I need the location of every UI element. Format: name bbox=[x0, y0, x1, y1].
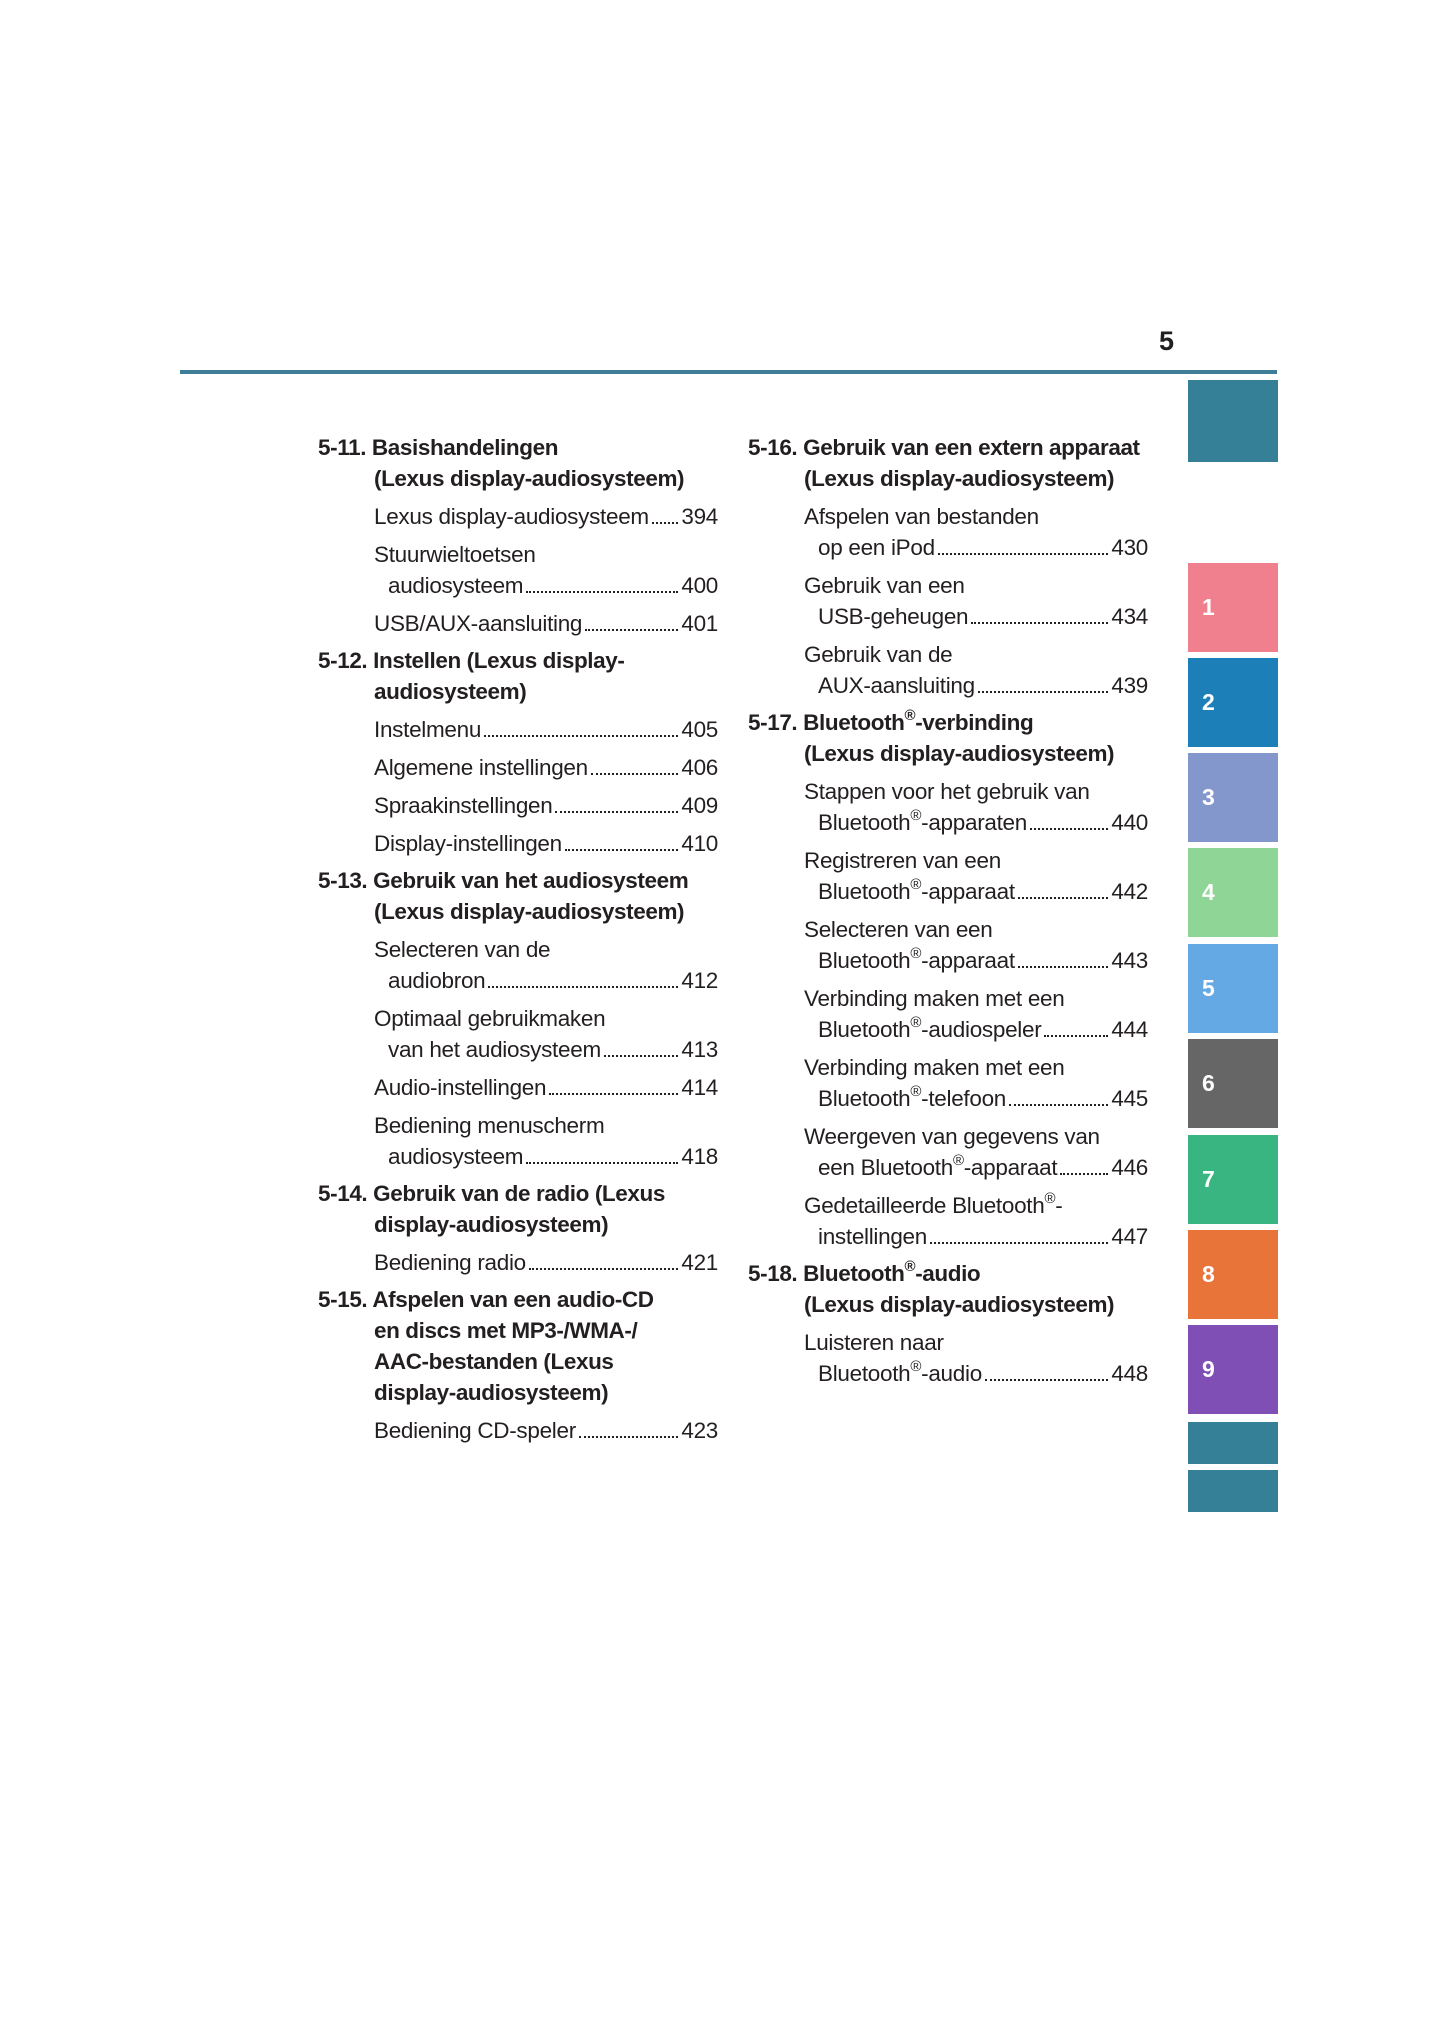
chapter-tab-5[interactable] bbox=[1188, 944, 1278, 1033]
section-heading bbox=[304, 645, 718, 707]
dot-leader bbox=[978, 691, 1109, 693]
entry-text-suffix: -audio bbox=[921, 1361, 982, 1386]
chapter-tab-blank[interactable] bbox=[1188, 380, 1278, 462]
dot-leader bbox=[985, 1379, 1108, 1381]
entry-text: Bluetooth bbox=[818, 948, 911, 973]
dot-leader bbox=[591, 773, 679, 775]
entry-text: Afspelen van bestanden bbox=[804, 504, 1039, 529]
page-ref: 406 bbox=[681, 755, 718, 780]
toc-entry[interactable] bbox=[374, 1072, 718, 1103]
chapter-tab-label: 9 bbox=[1202, 1356, 1215, 1382]
section-number: 5-12. bbox=[318, 648, 368, 673]
entry-line2 bbox=[374, 965, 718, 996]
entry-text-suffix: - bbox=[1055, 1193, 1063, 1218]
entry-text: Luisteren naar bbox=[804, 1330, 944, 1355]
entry-title bbox=[374, 790, 552, 821]
page-ref: 443 bbox=[1111, 948, 1148, 973]
chapter-tab-blank[interactable] bbox=[1188, 1470, 1278, 1512]
toc-section bbox=[318, 865, 718, 1172]
entry-text: Bluetooth bbox=[818, 1017, 911, 1042]
entry-line2 bbox=[374, 1415, 718, 1446]
entry-title bbox=[818, 1014, 1041, 1045]
page-ref: 421 bbox=[681, 1250, 718, 1275]
section-title: Instellen (Lexus display- bbox=[373, 648, 625, 673]
entry-title bbox=[818, 1221, 927, 1252]
chapter-tab-label: 1 bbox=[1202, 594, 1215, 620]
entry-text: Bluetooth bbox=[818, 1361, 911, 1386]
entry-line2 bbox=[804, 807, 1148, 838]
section-subtitle: AAC-bestanden (Lexus bbox=[374, 1349, 614, 1374]
entry-title bbox=[818, 1083, 1006, 1114]
chapter-tab-blank[interactable] bbox=[1188, 1422, 1278, 1464]
registered-mark: ® bbox=[904, 706, 916, 724]
section-title-suffix: -verbinding bbox=[915, 710, 1034, 735]
dot-leader bbox=[579, 1436, 678, 1438]
entry-text: Selecteren van de bbox=[374, 937, 551, 962]
page-number: 5 bbox=[1158, 326, 1174, 356]
entry-title bbox=[374, 1072, 546, 1103]
section-subtitle: en discs met MP3-/WMA-/ bbox=[374, 1318, 638, 1343]
section-subtitle: (Lexus display-audiosysteem) bbox=[804, 741, 1115, 766]
dot-leader bbox=[484, 735, 678, 737]
entry-text: Bediening menuscherm bbox=[374, 1113, 605, 1138]
toc-entry[interactable] bbox=[804, 1121, 1148, 1183]
dot-leader bbox=[1018, 897, 1109, 899]
toc-section bbox=[748, 1258, 1148, 1389]
page-ref: 418 bbox=[681, 1144, 718, 1169]
section-heading bbox=[304, 865, 718, 927]
page-ref: 445 bbox=[1111, 1086, 1148, 1111]
entry-line2 bbox=[804, 1221, 1148, 1252]
toc-entry[interactable] bbox=[374, 608, 718, 639]
entry-title bbox=[374, 714, 481, 745]
section-heading bbox=[304, 1178, 718, 1240]
dot-leader bbox=[488, 986, 678, 988]
dot-leader bbox=[604, 1055, 678, 1057]
entry-title bbox=[388, 1141, 523, 1172]
chapter-tab-8[interactable] bbox=[1188, 1230, 1278, 1319]
entry-title bbox=[374, 1415, 576, 1446]
registered-mark: ® bbox=[910, 875, 922, 893]
section-subtitle: audiosysteem) bbox=[374, 679, 527, 704]
entry-line2 bbox=[804, 1014, 1148, 1045]
entry-line1 bbox=[374, 1003, 718, 1034]
toc-entry[interactable] bbox=[374, 501, 718, 532]
entry-line2 bbox=[804, 876, 1148, 907]
toc-entry[interactable] bbox=[804, 1327, 1148, 1389]
entry-text-suffix: -telefoon bbox=[921, 1086, 1007, 1111]
entry-text: Bluetooth bbox=[818, 810, 911, 835]
registered-mark: ® bbox=[952, 1151, 964, 1169]
page-ref: 423 bbox=[681, 1418, 718, 1443]
entry-text: Gebruik van een bbox=[804, 573, 965, 598]
chapter-tab-7[interactable] bbox=[1188, 1135, 1278, 1224]
page-ref: 405 bbox=[681, 717, 718, 742]
chapter-tab-4[interactable] bbox=[1188, 848, 1278, 937]
toc-entry[interactable] bbox=[804, 570, 1148, 632]
entry-title bbox=[818, 601, 968, 632]
entry-text: USB-geheugen bbox=[818, 604, 969, 629]
entry-title bbox=[388, 1034, 601, 1065]
registered-mark: ® bbox=[910, 806, 922, 824]
toc-entry[interactable] bbox=[374, 714, 718, 745]
entry-text: Lexus display-audiosysteem bbox=[374, 504, 649, 529]
entry-title bbox=[374, 501, 649, 532]
entry-line1 bbox=[374, 934, 718, 965]
registered-mark: ® bbox=[910, 1357, 922, 1375]
toc-section bbox=[318, 1284, 718, 1446]
toc-section bbox=[748, 432, 1148, 701]
entry-line2 bbox=[374, 501, 718, 532]
section-number: 5-11. bbox=[318, 435, 367, 460]
header-rule bbox=[180, 370, 1277, 374]
entry-title bbox=[818, 1152, 1057, 1183]
chapter-tab-label: 4 bbox=[1202, 879, 1215, 905]
dot-leader bbox=[1044, 1035, 1108, 1037]
entry-text: Verbinding maken met een bbox=[804, 986, 1065, 1011]
chapter-tab-label: 5 bbox=[1202, 975, 1215, 1001]
page-ref: 400 bbox=[681, 573, 718, 598]
section-subtitle: display-audiosysteem) bbox=[374, 1212, 609, 1237]
section-number: 5-13. bbox=[318, 868, 368, 893]
entry-text: Stappen voor het gebruik van bbox=[804, 779, 1090, 804]
registered-mark: ® bbox=[910, 1013, 922, 1031]
dot-leader bbox=[555, 811, 678, 813]
toc-entry[interactable] bbox=[374, 1003, 718, 1065]
entry-line1 bbox=[804, 1121, 1148, 1152]
toc-entry[interactable] bbox=[374, 1247, 718, 1278]
dot-leader bbox=[529, 1268, 678, 1270]
toc-column-left bbox=[318, 432, 718, 1452]
page-ref: 440 bbox=[1111, 810, 1148, 835]
toc-entry[interactable] bbox=[374, 934, 718, 996]
entry-title bbox=[374, 828, 562, 859]
toc-entry[interactable] bbox=[374, 790, 718, 821]
dot-leader bbox=[930, 1242, 1108, 1244]
entry-line2 bbox=[374, 1072, 718, 1103]
entry-line2 bbox=[804, 601, 1148, 632]
entry-text-suffix: -apparaat bbox=[921, 948, 1015, 973]
entry-line2 bbox=[804, 670, 1148, 701]
chapter-tab-label: 8 bbox=[1202, 1261, 1215, 1287]
entry-text: Spraakinstellingen bbox=[374, 793, 553, 818]
entry-line1 bbox=[804, 776, 1148, 807]
page-ref: 394 bbox=[681, 504, 718, 529]
page-ref: 430 bbox=[1111, 535, 1148, 560]
entry-line2 bbox=[374, 1034, 718, 1065]
toc-entry[interactable] bbox=[374, 1415, 718, 1446]
entry-text: Stuurwieltoetsen bbox=[374, 542, 536, 567]
toc-entry[interactable] bbox=[804, 776, 1148, 838]
toc-entry[interactable] bbox=[374, 539, 718, 601]
chapter-tab-3[interactable] bbox=[1188, 753, 1278, 842]
section-subtitle: (Lexus display-audiosysteem) bbox=[374, 899, 685, 924]
section-title: Gebruik van de radio (Lexus bbox=[373, 1181, 665, 1206]
entry-text: Weergeven van gegevens van bbox=[804, 1124, 1100, 1149]
section-title-suffix: -audio bbox=[915, 1261, 981, 1286]
entry-text: van het audiosysteem bbox=[388, 1037, 601, 1062]
entry-text: AUX-aansluiting bbox=[818, 673, 975, 698]
entry-line2 bbox=[374, 608, 718, 639]
entry-text-suffix: -apparaat bbox=[921, 879, 1015, 904]
page-ref: 414 bbox=[681, 1075, 718, 1100]
entry-line2 bbox=[804, 1358, 1148, 1389]
chapter-tab-9[interactable] bbox=[1188, 1325, 1278, 1414]
entry-text: Gebruik van de bbox=[804, 642, 953, 667]
entry-text: Selecteren van een bbox=[804, 917, 993, 942]
entry-line1 bbox=[804, 983, 1148, 1014]
entry-text: op een iPod bbox=[818, 535, 935, 560]
entry-text: audiobron bbox=[388, 968, 486, 993]
section-subtitle: (Lexus display-audiosysteem) bbox=[804, 466, 1115, 491]
toc-entry[interactable] bbox=[804, 845, 1148, 907]
section-subtitle: display-audiosysteem) bbox=[374, 1380, 609, 1405]
dot-leader bbox=[585, 629, 678, 631]
entry-line1 bbox=[804, 1052, 1148, 1083]
entry-title bbox=[374, 752, 588, 783]
entry-line1 bbox=[374, 1110, 718, 1141]
page-ref: 434 bbox=[1111, 604, 1148, 629]
toc-entry[interactable] bbox=[374, 752, 718, 783]
section-title: Bluetooth bbox=[803, 1261, 905, 1286]
toc-section bbox=[318, 1178, 718, 1278]
entry-line1 bbox=[804, 914, 1148, 945]
entry-title bbox=[388, 570, 523, 601]
entry-text: audiosysteem bbox=[388, 573, 524, 598]
entry-line2 bbox=[804, 1152, 1148, 1183]
chapter-tab-label: 6 bbox=[1202, 1070, 1215, 1096]
entry-text: een Bluetooth bbox=[818, 1155, 953, 1180]
page-ref: 444 bbox=[1111, 1017, 1148, 1042]
registered-mark: ® bbox=[904, 1257, 916, 1275]
entry-line1 bbox=[804, 845, 1148, 876]
entry-line1 bbox=[804, 639, 1148, 670]
entry-text: Audio-instellingen bbox=[374, 1075, 547, 1100]
page-ref: 410 bbox=[681, 831, 718, 856]
section-number: 5-14. bbox=[318, 1181, 368, 1206]
section-number: 5-15. bbox=[318, 1287, 368, 1312]
dot-leader bbox=[1060, 1173, 1108, 1175]
page-ref: 401 bbox=[681, 611, 718, 636]
entry-title bbox=[818, 532, 935, 563]
dot-leader bbox=[1018, 966, 1109, 968]
dot-leader bbox=[526, 591, 678, 593]
entry-line2 bbox=[804, 532, 1148, 563]
entry-line2 bbox=[374, 570, 718, 601]
entry-text: USB/AUX-aansluiting bbox=[374, 611, 583, 636]
page-ref: 448 bbox=[1111, 1361, 1148, 1386]
section-heading bbox=[304, 432, 718, 494]
toc-entry[interactable] bbox=[804, 1190, 1148, 1252]
entry-text: Verbinding maken met een bbox=[804, 1055, 1065, 1080]
entry-text: Optimaal gebruikmaken bbox=[374, 1006, 606, 1031]
entry-line1 bbox=[374, 539, 718, 570]
entry-title bbox=[818, 876, 1015, 907]
entry-text: Registreren van een bbox=[804, 848, 1001, 873]
dot-leader bbox=[565, 849, 679, 851]
page-ref: 446 bbox=[1111, 1155, 1148, 1180]
dot-leader bbox=[652, 522, 679, 524]
entry-line1 bbox=[804, 1327, 1148, 1358]
section-title: Basishandelingen bbox=[371, 435, 559, 460]
entry-text: Bluetooth bbox=[818, 879, 911, 904]
chapter-tab-label: 7 bbox=[1202, 1166, 1215, 1192]
entry-line1 bbox=[804, 1190, 1148, 1221]
section-subtitle: (Lexus display-audiosysteem) bbox=[804, 1292, 1115, 1317]
section-number: 5-17. bbox=[748, 710, 798, 735]
chapter-tab-6[interactable] bbox=[1188, 1039, 1278, 1128]
entry-line2 bbox=[374, 790, 718, 821]
entry-title bbox=[818, 945, 1015, 976]
dot-leader bbox=[938, 553, 1109, 555]
entry-title bbox=[388, 965, 485, 996]
entry-text: Gedetailleerde Bluetooth bbox=[804, 1193, 1045, 1218]
section-title: Bluetooth bbox=[803, 710, 905, 735]
page-ref: 447 bbox=[1111, 1224, 1148, 1249]
entry-text: Bluetooth bbox=[818, 1086, 911, 1111]
toc-entry[interactable] bbox=[374, 828, 718, 859]
entry-text-suffix: -audiospeler bbox=[921, 1017, 1042, 1042]
entry-text: Instelmenu bbox=[374, 717, 482, 742]
toc-entry[interactable] bbox=[804, 1052, 1148, 1114]
entry-line2 bbox=[374, 752, 718, 783]
section-title: Gebruik van een extern apparaat bbox=[803, 435, 1140, 460]
entry-line2 bbox=[374, 1247, 718, 1278]
entry-line1 bbox=[804, 570, 1148, 601]
entry-text: Algemene instellingen bbox=[374, 755, 588, 780]
toc-entry[interactable] bbox=[804, 914, 1148, 976]
entry-line2 bbox=[374, 828, 718, 859]
page-ref: 439 bbox=[1111, 673, 1148, 698]
section-heading bbox=[734, 1258, 1148, 1320]
entry-text-suffix: -apparaat bbox=[963, 1155, 1058, 1180]
section-number: 5-16. bbox=[748, 435, 798, 460]
entry-line2 bbox=[374, 714, 718, 745]
toc-entry[interactable] bbox=[804, 983, 1148, 1045]
section-heading bbox=[734, 432, 1148, 494]
chapter-tab-2[interactable] bbox=[1188, 658, 1278, 747]
dot-leader bbox=[549, 1093, 678, 1095]
entry-line2 bbox=[374, 1141, 718, 1172]
entry-text: Display-instellingen bbox=[374, 831, 562, 856]
section-subtitle: (Lexus display-audiosysteem) bbox=[374, 466, 685, 491]
entry-title bbox=[818, 807, 1027, 838]
toc-entry[interactable] bbox=[804, 501, 1148, 563]
entry-title bbox=[818, 1358, 982, 1389]
dot-leader bbox=[526, 1162, 678, 1164]
entry-line1 bbox=[804, 501, 1148, 532]
section-number: 5-18. bbox=[748, 1261, 798, 1286]
toc-column-right bbox=[748, 432, 1148, 1395]
entry-text: Bediening CD-speler bbox=[374, 1418, 576, 1443]
entry-text: audiosysteem bbox=[388, 1144, 524, 1169]
chapter-tab-1[interactable] bbox=[1188, 563, 1278, 652]
dot-leader bbox=[1030, 828, 1108, 830]
entry-text: Bediening radio bbox=[374, 1250, 526, 1275]
registered-mark: ® bbox=[910, 944, 922, 962]
entry-title bbox=[374, 1247, 526, 1278]
page-ref: 413 bbox=[681, 1037, 718, 1062]
entry-title bbox=[374, 608, 582, 639]
section-heading bbox=[734, 707, 1148, 769]
dot-leader bbox=[1009, 1104, 1108, 1106]
chapter-tab-label: 3 bbox=[1202, 784, 1215, 810]
toc-section bbox=[748, 707, 1148, 1252]
toc-section bbox=[318, 432, 718, 639]
entry-line2 bbox=[804, 1083, 1148, 1114]
toc-entry[interactable] bbox=[804, 639, 1148, 701]
section-heading bbox=[304, 1284, 718, 1408]
toc-entry[interactable] bbox=[374, 1110, 718, 1172]
entry-title bbox=[818, 670, 975, 701]
registered-mark: ® bbox=[1044, 1189, 1056, 1207]
entry-line2 bbox=[804, 945, 1148, 976]
toc-section bbox=[318, 645, 718, 859]
section-title: Afspelen van een audio-CD bbox=[372, 1287, 654, 1312]
chapter-tab-label: 2 bbox=[1202, 689, 1215, 715]
section-title: Gebruik van het audiosysteem bbox=[373, 868, 689, 893]
registered-mark: ® bbox=[910, 1082, 922, 1100]
dot-leader bbox=[971, 622, 1108, 624]
entry-text-suffix: -apparaten bbox=[921, 810, 1027, 835]
page-ref: 409 bbox=[681, 793, 718, 818]
page-ref: 442 bbox=[1111, 879, 1148, 904]
entry-text: instellingen bbox=[818, 1224, 927, 1249]
page-ref: 412 bbox=[681, 968, 718, 993]
